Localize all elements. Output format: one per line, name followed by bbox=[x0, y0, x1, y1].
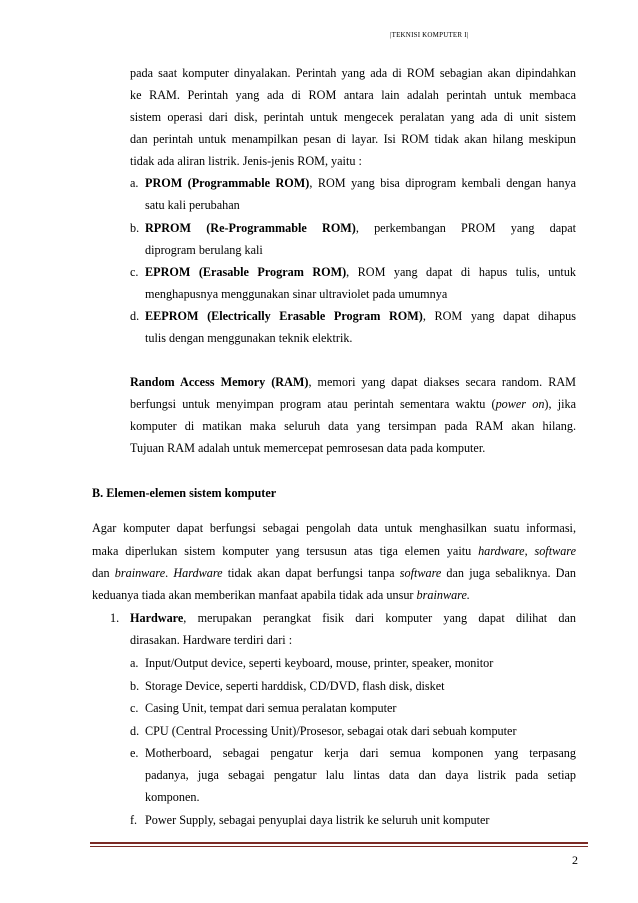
ram-line-1: Random Access Memory (RAM), memori yang dapat diakses secara random. RAM bbox=[130, 375, 576, 389]
rom-item-b: RPROM (Re-Programmable ROM), perkembangan PROM yang dapat bbox=[145, 221, 576, 235]
rom-item-c-term: EPROM (Erasable Program ROM) bbox=[145, 265, 347, 279]
ram-line-4: Tujuan RAM adalah untuk memercepat pemrosesan data pada komputer. bbox=[130, 441, 486, 455]
hw-item-d: CPU (Central Processing Unit)/Prosesor, sebagai otak dari sebuah komputer bbox=[145, 724, 517, 738]
section-b-heading: B. Elemen-elemen sistem komputer bbox=[92, 486, 277, 500]
hw-item-a-marker: a. bbox=[130, 656, 139, 670]
hw-item-c-marker: c. bbox=[130, 701, 139, 715]
rom-item-d-marker: d. bbox=[130, 309, 140, 323]
footer-rule-thick bbox=[90, 842, 588, 844]
rom-item-a: PROM (Programmable ROM), ROM yang bisa diprogram kembali dengan hanya bbox=[145, 176, 576, 190]
rom-item-a-cont: satu kali perubahan bbox=[145, 198, 240, 212]
hw-item-d-marker: d. bbox=[130, 724, 140, 738]
rom-item-a-term: PROM (Programmable ROM) bbox=[145, 176, 310, 190]
hw-item-e-cont-1: padanya, juga sebagai pengatur lalu lintas data dan daya listrik pada setiap bbox=[145, 768, 576, 782]
hardware-marker: 1. bbox=[110, 611, 120, 625]
section-b-para-line-2: maka diperlukan sistem komputer yang tersusun atas tiga elemen yaitu hardware, software bbox=[92, 544, 576, 558]
ram-term: Random Access Memory (RAM) bbox=[130, 375, 309, 389]
rom-item-c-marker: c. bbox=[130, 265, 139, 279]
ram-line-3: komputer di matikan maka seluruh data yang tersimpan pada RAM akan hilang. bbox=[130, 419, 576, 433]
rom-line-1: pada saat komputer dinyalakan. Perintah yang ada di ROM sebagian akan dipindahkan bbox=[130, 66, 576, 80]
section-b-para-line-3: dan brainware. Hardware tidak akan dapat berfungsi tanpa software dan juga sebaliknya. Dan bbox=[92, 566, 576, 580]
page-number: 2 bbox=[572, 853, 578, 867]
section-b-para-line-4: keduanya tiada akan memberikan manfaat apabila tidak ada unsur brainware. bbox=[92, 588, 470, 602]
hw-item-c: Casing Unit, tempat dari semua peralatan komputer bbox=[145, 701, 397, 715]
rom-item-b-marker: b. bbox=[130, 221, 140, 235]
hw-item-b-marker: b. bbox=[130, 679, 140, 693]
hw-item-e-cont-2: komponen. bbox=[145, 790, 200, 804]
rom-item-b-term: RPROM (Re-Programmable ROM) bbox=[145, 221, 356, 235]
rom-line-2: ke RAM. Perintah yang ada di ROM antara lain adalah perintah untuk membaca bbox=[130, 88, 576, 102]
rom-line-4: dan perintah untuk menampilkan pesan di layar. Isi ROM tidak akan hilang meskipun bbox=[130, 132, 576, 146]
hw-item-f-marker: f. bbox=[130, 813, 138, 827]
rom-line-5: tidak ada aliran listrik. Jenis-jenis ROM, yaitu : bbox=[130, 154, 362, 168]
hardware-term: Hardware bbox=[130, 611, 184, 625]
hw-item-e-marker: e. bbox=[130, 746, 139, 760]
footer-rule-thin bbox=[90, 846, 588, 847]
rom-item-a-marker: a. bbox=[130, 176, 139, 190]
rom-item-d: EEPROM (Electrically Erasable Program ROM), ROM yang dapat dihapus bbox=[145, 309, 576, 323]
hw-item-a: Input/Output device, seperti keyboard, mouse, printer, speaker, monitor bbox=[145, 656, 494, 670]
rom-item-c: EPROM (Erasable Program ROM), ROM yang dapat di hapus tulis, untuk bbox=[145, 265, 577, 279]
running-header: |TEKNISI KOMPUTER I| bbox=[390, 31, 469, 39]
rom-line-3: sistem operasi dari disk, perintah untuk mengecek peralatan yang ada di unit sistem bbox=[130, 110, 576, 124]
hw-item-f: Power Supply, sebagai penyuplai daya listrik ke seluruh unit komputer bbox=[145, 813, 490, 827]
rom-item-c-cont: menghapusnya menggunakan sinar ultraviolet pada umumnya bbox=[145, 287, 448, 301]
hw-item-e: Motherboard, sebagai pengatur kerja dari semua komponen yang terpasang bbox=[145, 746, 576, 760]
hardware-line-1: Hardware, merupakan perangkat fisik dari komputer yang dapat dilihat dan bbox=[130, 611, 576, 625]
section-b-para-line-1: Agar komputer dapat berfungsi sebagai pengolah data untuk menghasilkan suatu informasi, bbox=[92, 521, 576, 535]
rom-item-d-term: EEPROM (Electrically Erasable Program ROM) bbox=[145, 309, 423, 323]
hw-item-b: Storage Device, seperti harddisk, CD/DVD, flash disk, disket bbox=[145, 679, 445, 693]
rom-item-d-cont: tulis dengan menggunakan teknik elektrik. bbox=[145, 331, 353, 345]
ram-line-2: berfungsi untuk menyimpan program atau perintah sementara waktu (power on), jika bbox=[130, 397, 576, 411]
hardware-line-2: dirasakan. Hardware terdiri dari : bbox=[130, 633, 293, 647]
rom-item-b-cont: diprogram berulang kali bbox=[145, 243, 263, 257]
